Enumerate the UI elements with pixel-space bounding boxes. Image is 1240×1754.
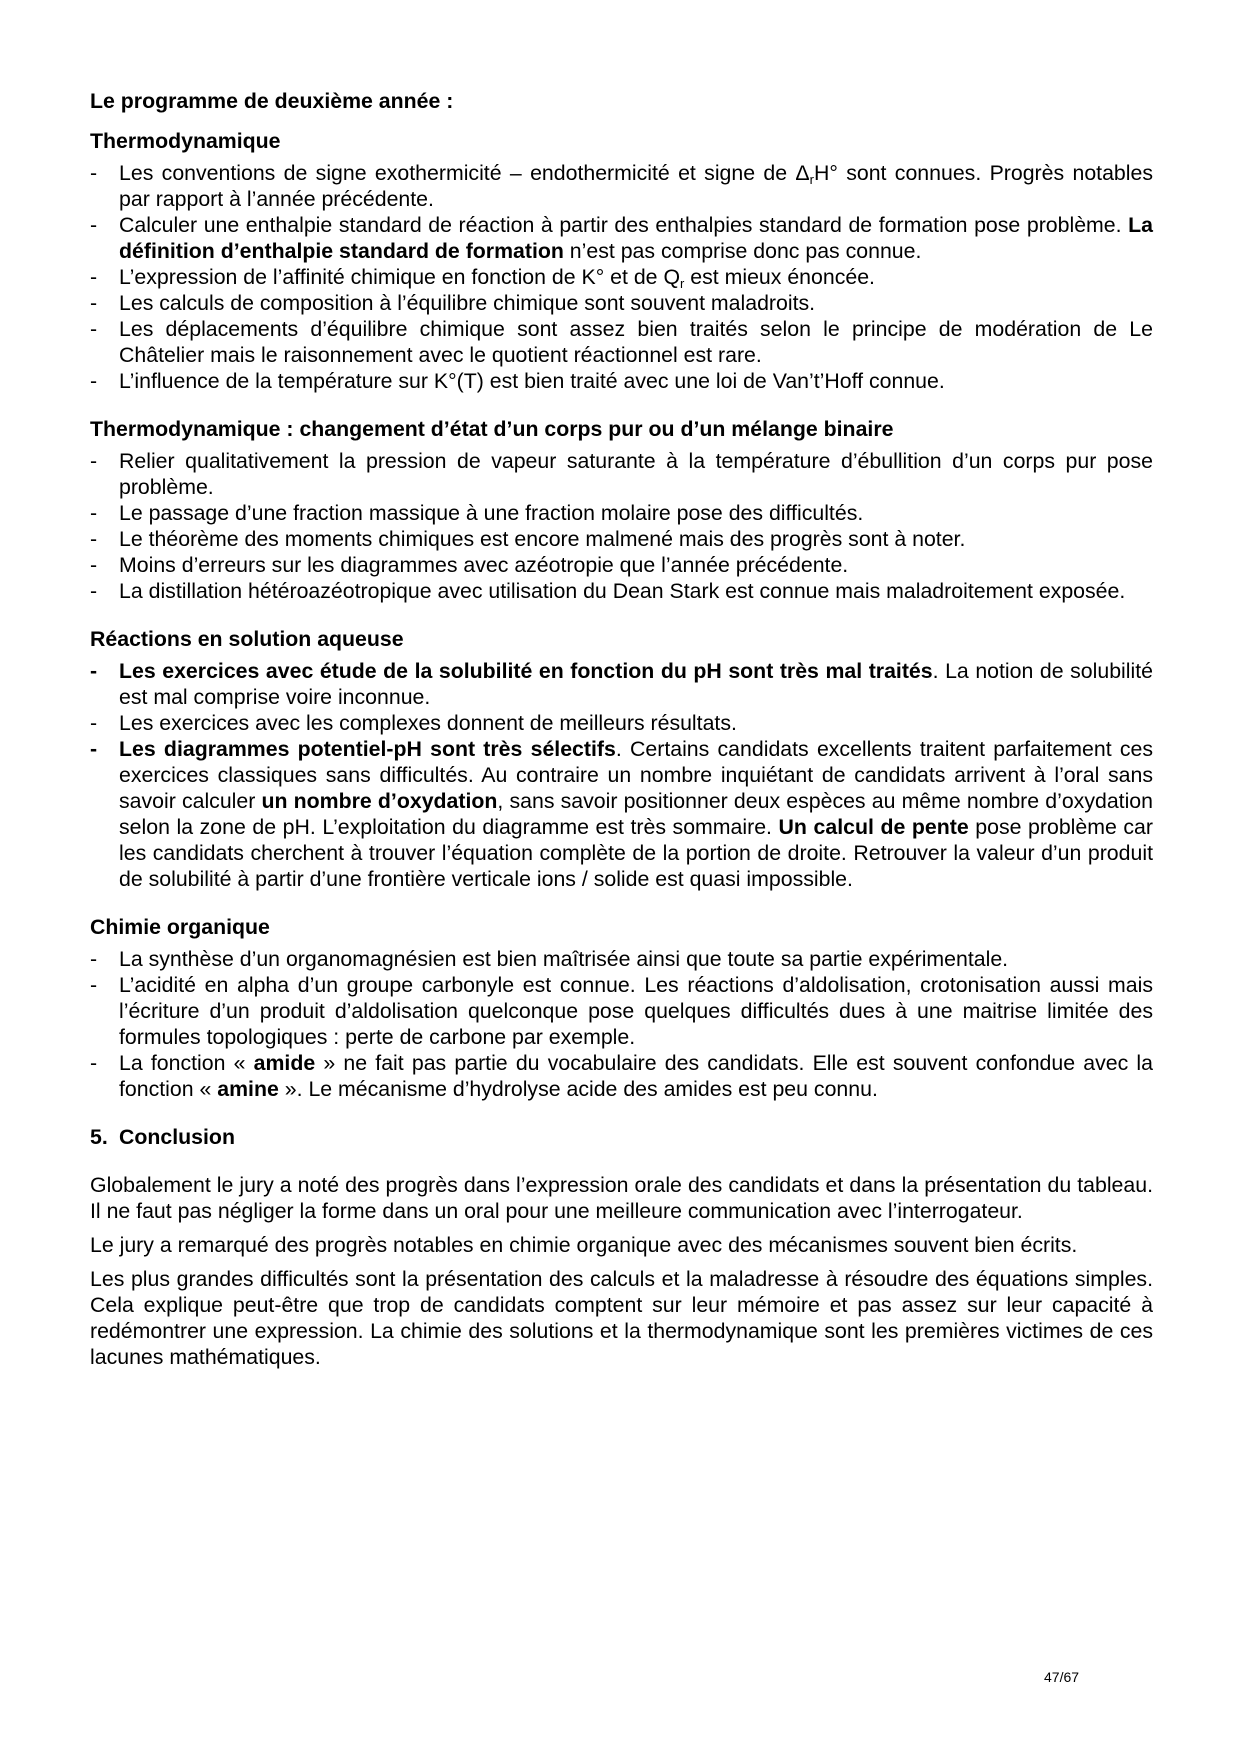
bullet-dash: -: [90, 579, 98, 603]
bullet-dash: -: [90, 711, 98, 735]
item-text: » ne fait pas partie du vocabulaire des candidats. Elle est souvent confondue avec la fonction «: [119, 1051, 1153, 1101]
bold-text: Un calcul de pente: [778, 815, 969, 839]
item-text: Moins d’erreurs sur les diagrammes avec azéotropie que l’année précédente.: [119, 553, 849, 577]
list-item: [90, 946, 1153, 972]
bold-text: un nombre d’oxydation: [261, 789, 498, 813]
bullet-dash: -: [90, 213, 98, 237]
section-heading: Chimie organique: [90, 915, 270, 939]
bold-text: amine: [217, 1077, 279, 1101]
subscript-text: r: [680, 276, 685, 291]
conclusion-title: Conclusion: [119, 1125, 235, 1149]
item-text: , sans savoir positionner deux espèces au même nombre d’oxydation selon la zone de pH. L’exploitation du diagramme est très sommaire.: [119, 789, 1153, 839]
list-item: [90, 290, 1153, 316]
item-text: Les calculs de composition à l’équilibre chimique sont souvent maladroits.: [119, 291, 816, 315]
item-text: L’expression de l’affinité chimique en fonction de K° et de Q: [119, 265, 681, 289]
section-heading: Thermodynamique : changement d’état d’un corps pur ou d’un mélange binaire: [90, 417, 894, 441]
subscript-text: r: [809, 172, 814, 187]
bold-text: Les exercices avec étude de la solubilité en fonction du pH sont très mal traités: [119, 659, 933, 683]
item-text: n’est pas comprise donc pas connue.: [563, 239, 922, 263]
bullet-dash: -: [90, 449, 98, 473]
list-item: [90, 500, 1153, 526]
item-text: Les déplacements d’équilibre chimique sont assez bien traités selon le principe de modération de Le Châtelier mais le raisonnement avec le quotient réactionnel est rare.: [119, 317, 1153, 367]
bullet-dash: -: [90, 737, 98, 761]
item-text: La fonction «: [119, 1051, 254, 1075]
item-text: . Certains candidats excellents traitent parfaitement ces exercices classiques sans difficultés. Au contraire un nombre inquiétant de candidats arrivent à l’oral sans savoir calculer: [119, 737, 1153, 813]
list-item: [90, 212, 1153, 264]
item-text: Relier qualitativement la pression de vapeur saturante à la température d’ébullition d’un corps pur pose problème.: [119, 449, 1153, 499]
list-item: [90, 578, 1153, 604]
bullet-dash: -: [90, 317, 98, 341]
item-text: L’acidité en alpha d’un groupe carbonyle est connue. Les réactions d’aldolisation, crotonisation aussi mais l’écriture d’un produit d’aldolisation quelconque pose quelques difficultés dues à une maitrise limitée des formules topologiques : perte de carbone par exemple.: [119, 973, 1153, 1049]
item-text: La distillation hétéroazéotropique avec utilisation du Dean Stark est connue mais maladroitement exposée.: [119, 579, 1126, 603]
list-item: [90, 526, 1153, 552]
section: [90, 416, 1153, 604]
section: [90, 128, 1153, 394]
page-number: 47/67: [1044, 1669, 1080, 1685]
bullet-list: [90, 946, 1153, 1102]
list-item: [90, 736, 1153, 892]
section-heading: Réactions en solution aqueuse: [90, 627, 404, 651]
list-item: [90, 316, 1153, 368]
bullet-dash: -: [90, 527, 98, 551]
section: [90, 626, 1153, 892]
item-text: H° sont connues. Progrès notables par rapport à l’année précédente.: [119, 161, 1153, 211]
item-text: Calculer une enthalpie standard de réaction à partir des enthalpies standard de formation pose problème.: [119, 213, 1129, 237]
bullet-dash: -: [90, 1051, 98, 1075]
bullet-dash: -: [90, 947, 98, 971]
bullet-dash: -: [90, 501, 98, 525]
list-item: [90, 710, 1153, 736]
list-item: [90, 972, 1153, 1050]
conclusion-paragraph: Les plus grandes difficultés sont la présentation des calculs et la maladresse à résoudre des équations simples. Cela explique peut-être que trop de candidats comptent sur leur mémoire et pas assez sur leur capacité à redémontrer une expression. La chimie des solutions et la thermodynamique sont les premières victimes de ces lacunes mathématiques.: [90, 1267, 1153, 1369]
bullet-list: [90, 448, 1153, 604]
list-item: [90, 368, 1153, 394]
item-text: ». Le mécanisme d’hydrolyse acide des amides est peu connu.: [278, 1077, 878, 1101]
conclusion-paragraph: Le jury a remarqué des progrès notables en chimie organique avec des mécanismes souvent bien écrits.: [90, 1233, 1078, 1257]
bullet-list: [90, 160, 1153, 394]
section-heading: Thermodynamique: [90, 129, 281, 153]
section: [90, 914, 1153, 1102]
bullet-list: [90, 658, 1153, 892]
document-page: [90, 88, 1153, 1378]
bold-text: La définition d’enthalpie standard de formation: [119, 213, 1153, 263]
conclusion-paragraph: Globalement le jury a noté des progrès dans l’expression orale des candidats et dans la présentation du tableau. Il ne faut pas négliger la forme dans un oral pour une meilleure communication avec l’interrogateur.: [90, 1173, 1153, 1223]
list-item: [90, 160, 1153, 212]
item-text: La synthèse d’un organomagnésien est bien maîtrisée ainsi que toute sa partie expérimentale.: [119, 947, 1009, 971]
list-item: [90, 448, 1153, 500]
item-text: Les conventions de signe exothermicité – endothermicité et signe de Δ: [119, 161, 810, 185]
list-item: [90, 658, 1153, 710]
item-text: Les exercices avec les complexes donnent de meilleurs résultats.: [119, 711, 737, 735]
item-text: L’influence de la température sur K°(T) est bien traité avec une loi de Van’t’Hoff connue.: [119, 369, 945, 393]
bullet-dash: -: [90, 553, 98, 577]
bullet-dash: -: [90, 265, 98, 289]
list-item: [90, 264, 1153, 290]
bold-text: amide: [253, 1051, 316, 1075]
bullet-dash: -: [90, 659, 98, 683]
conclusion-heading: [90, 1124, 1153, 1150]
conclusion-number: 5.: [90, 1125, 108, 1149]
list-item: [90, 1050, 1153, 1102]
bullet-dash: -: [90, 973, 98, 997]
sections-container: [90, 128, 1153, 1102]
bullet-dash: -: [90, 369, 98, 393]
item-text: . La notion de solubilité est mal comprise voire inconnue.: [119, 659, 1153, 709]
item-text: Le théorème des moments chimiques est encore malmené mais des progrès sont à noter.: [119, 527, 966, 551]
item-text: Le passage d’une fraction massique à une fraction molaire pose des difficultés.: [119, 501, 864, 525]
bullet-dash: -: [90, 291, 98, 315]
item-text: pose problème car les candidats cherchent à trouver l’équation complète de la portion de droite. Retrouver la valeur d’un produit de solubilité à partir d’une frontière verticale ions / solide est quasi impossible.: [119, 815, 1153, 891]
intro-heading: Le programme de deuxième année :: [90, 89, 454, 113]
bold-text: Les diagrammes potentiel-pH sont très sélectifs: [119, 737, 616, 761]
bullet-dash: -: [90, 161, 98, 185]
item-text: est mieux énoncée.: [684, 265, 875, 289]
list-item: [90, 552, 1153, 578]
